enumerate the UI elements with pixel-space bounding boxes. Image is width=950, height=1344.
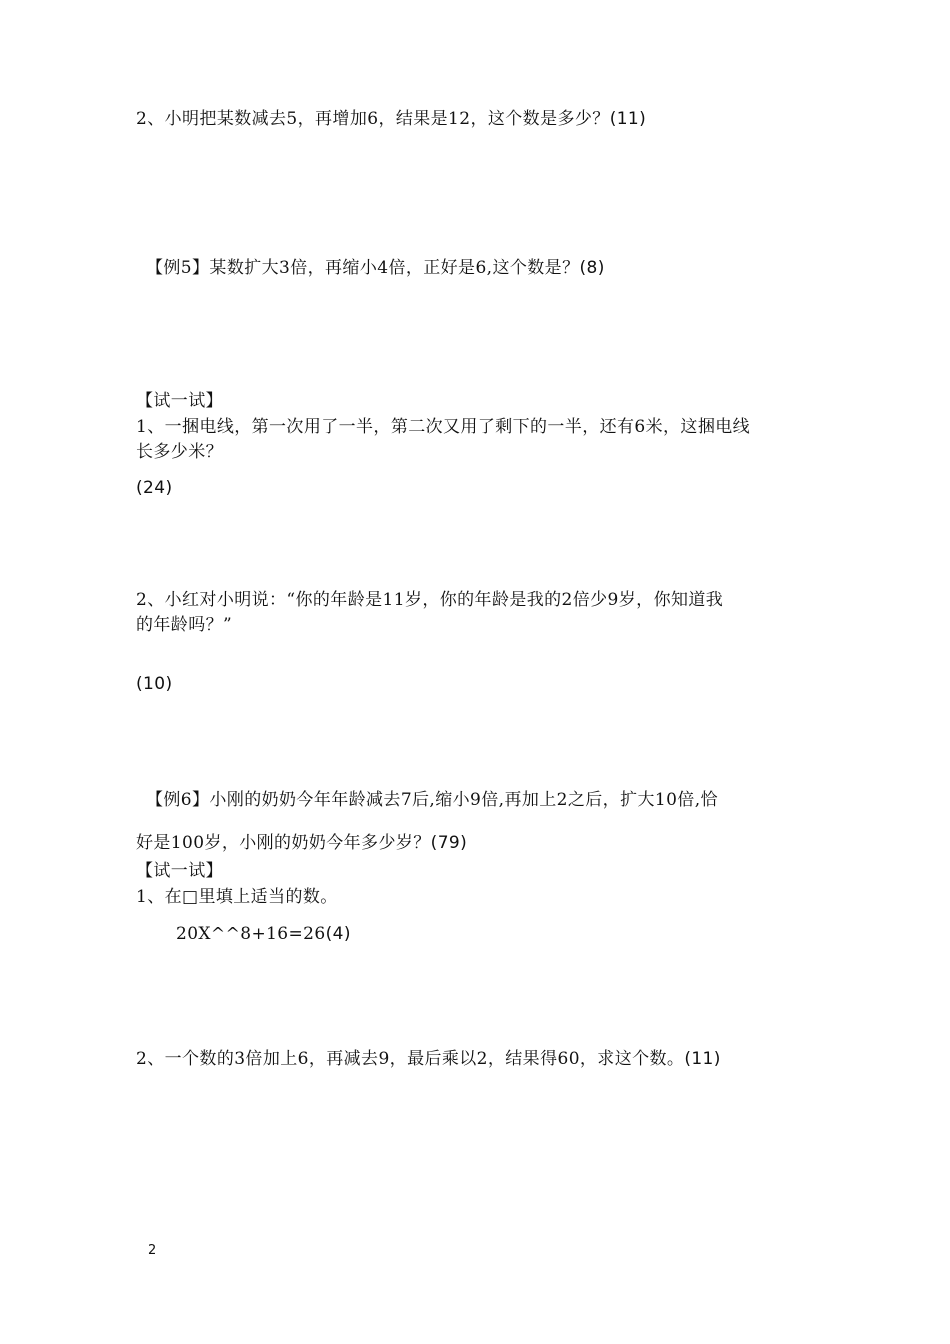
question-2-line [136, 107, 646, 131]
try-2-question-1-expression-line [176, 922, 351, 946]
equation-answer: (4) [325, 924, 351, 944]
try-1-question-2-line-2: 的年龄吗？” [136, 615, 233, 635]
example-6-text: 好是100岁，小刚的奶奶今年多少岁？ [136, 833, 431, 853]
example-5-line [146, 256, 605, 280]
question-2-text: 2、小明把某数减去5，再增加6，结果是12，这个数是多少？ [136, 109, 610, 129]
page-number: 2 [148, 1243, 157, 1258]
try-it-heading-2: 【试一试】 [136, 861, 223, 881]
question-2-answer: (11) [609, 109, 647, 129]
try-2-question-1: 1、在□里填上适当的数。 [136, 887, 338, 907]
equation-expression: 20X^^8+16=26 [176, 924, 326, 944]
example-5-text: 【例5】某数扩大3倍，再缩小4倍，正好是6,这个数是？ [146, 258, 580, 278]
try-2-question-2-answer: (11) [684, 1049, 721, 1069]
try-1-question-2-answer: (10) [136, 674, 173, 694]
example-6-line-1: 【例6】小刚的奶奶今年年龄减去7后,缩小9倍,再加上2之后，扩大10倍,恰 [146, 790, 718, 810]
try-2-question-2-line [136, 1047, 721, 1071]
example-6-answer: (79) [430, 833, 468, 853]
try-1-question-2-line-1: 2、小红对小明说：“你的年龄是11岁，你的年龄是我的2倍少9岁，你知道我 [136, 590, 724, 610]
example-5-answer: (8) [579, 258, 605, 278]
try-1-question-1-answer: (24) [136, 478, 173, 498]
try-it-heading-1: 【试一试】 [136, 391, 223, 411]
example-6-line-2 [136, 831, 467, 855]
try-1-question-1-line-1: 1、一捆电线，第一次用了一半，第二次又用了剩下的一半，还有6米，这捆电线 [136, 417, 751, 437]
try-1-question-1-line-2: 长多少米？ [136, 442, 223, 462]
try-2-question-2-text: 2、一个数的3倍加上6，再减去9，最后乘以2，结果得60，求这个数。 [136, 1049, 685, 1069]
